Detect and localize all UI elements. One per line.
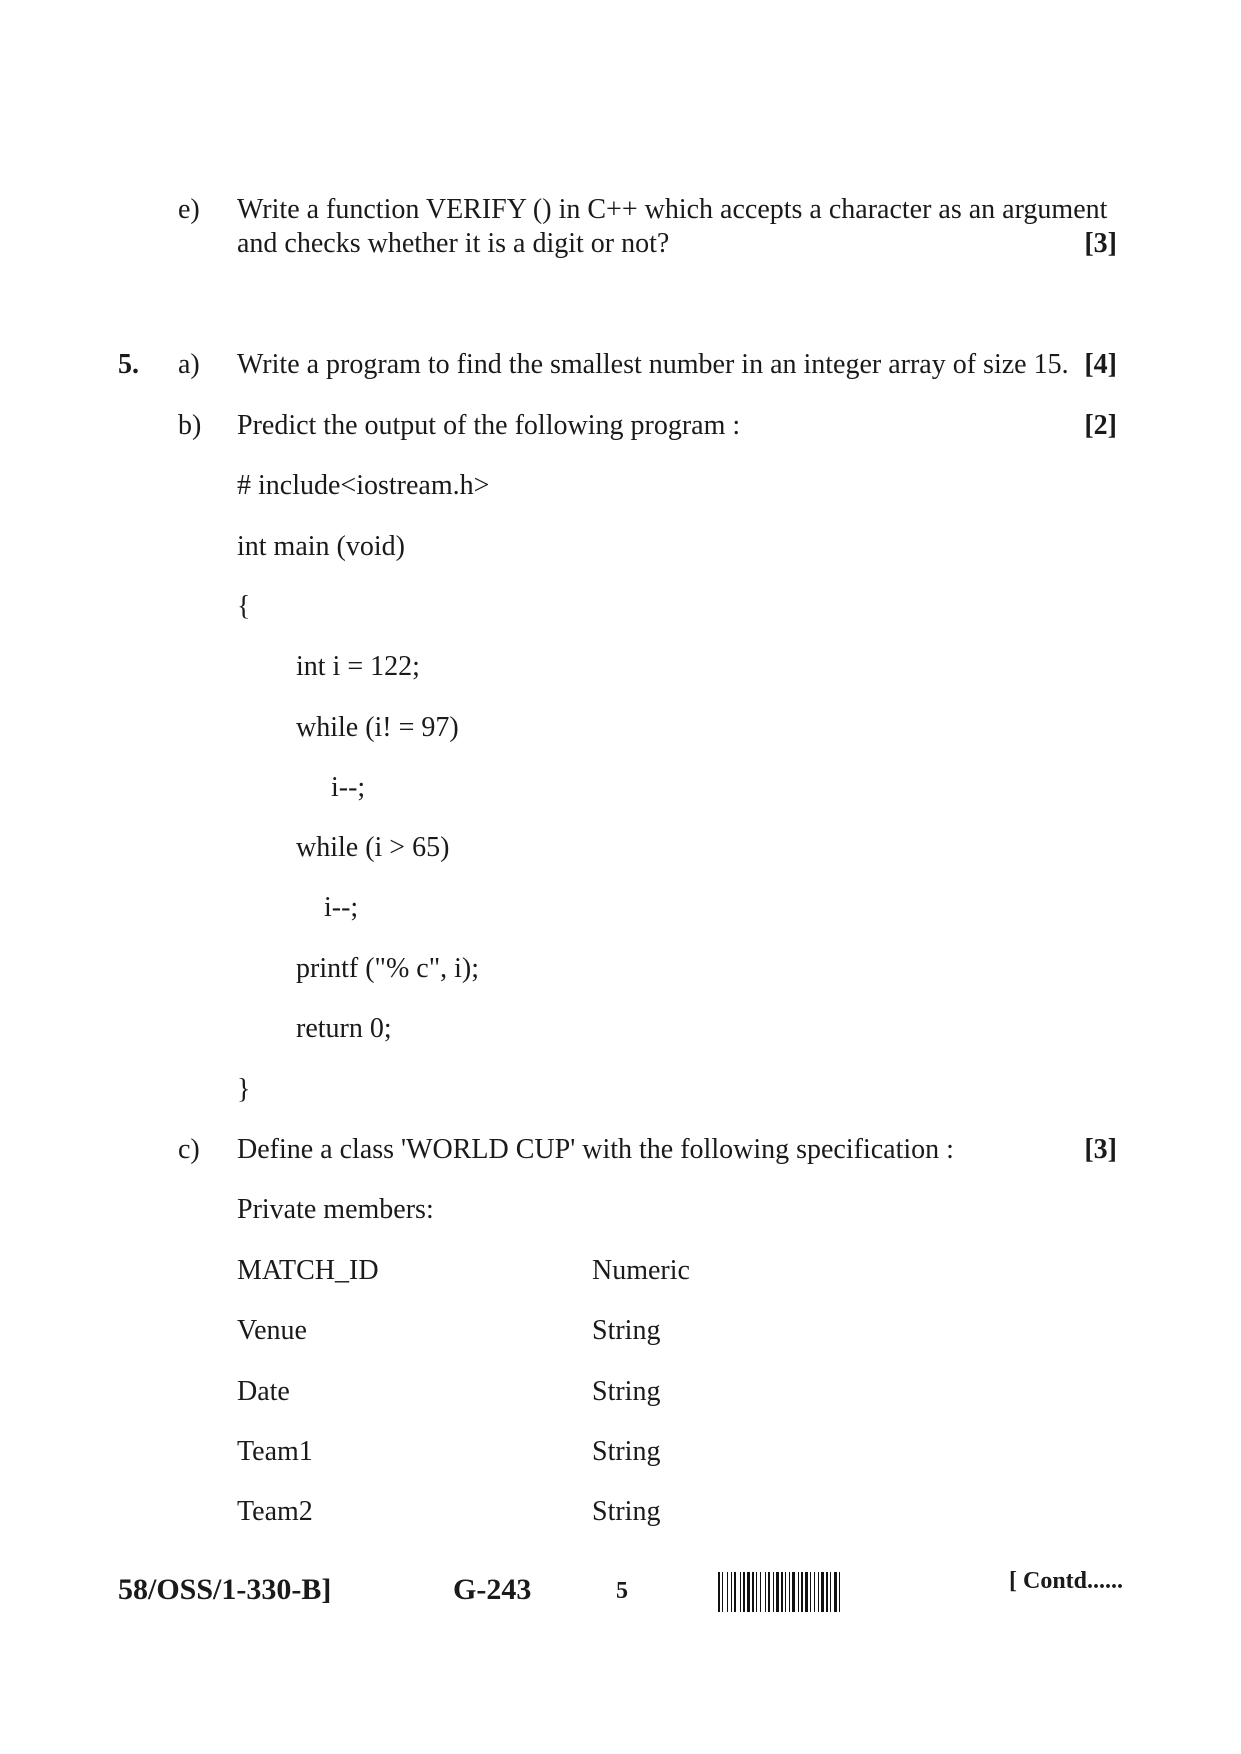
- code-line: i--;: [324, 892, 359, 923]
- question-label: b): [178, 410, 202, 441]
- barcode-bar: [718, 1572, 720, 1612]
- barcode-bar: [818, 1572, 819, 1612]
- barcode-bar: [781, 1572, 783, 1612]
- code-line: int i = 122;: [296, 651, 420, 682]
- barcode-bar: [765, 1572, 766, 1612]
- barcode-bar: [776, 1572, 779, 1612]
- member-name: MATCH_ID: [237, 1255, 379, 1286]
- member-type: String: [592, 1436, 661, 1467]
- member-name: Team2: [237, 1496, 313, 1527]
- barcode-bar: [760, 1572, 761, 1612]
- question-label: a): [178, 349, 200, 380]
- barcode-bar: [821, 1572, 824, 1612]
- barcode-bar: [805, 1572, 808, 1612]
- code-line: {: [237, 591, 251, 622]
- code-line: printf ("% c", i);: [296, 953, 480, 984]
- barcode-bar: [801, 1572, 803, 1612]
- barcode-bar: [743, 1572, 745, 1612]
- barcode-bar: [826, 1572, 828, 1612]
- code-line: int main (void): [237, 531, 405, 562]
- barcode-bar: [752, 1572, 754, 1612]
- private-members-heading: Private members:: [237, 1194, 434, 1225]
- barcode-bar: [792, 1572, 795, 1612]
- series-code: G-243: [453, 1573, 532, 1606]
- barcode-bar: [734, 1572, 736, 1612]
- member-type: String: [592, 1315, 661, 1346]
- question-label: e): [178, 194, 200, 225]
- member-type: Numeric: [592, 1255, 690, 1286]
- member-type: String: [592, 1496, 661, 1527]
- paper-code: 58/OSS/1-330-B]: [118, 1573, 332, 1606]
- question-text: Write a program to find the smallest number in an integer array of size 15.: [237, 349, 1069, 380]
- marks: [4]: [1084, 349, 1117, 380]
- question-label: c): [178, 1134, 200, 1165]
- barcode-bar: [830, 1572, 831, 1612]
- member-name: Venue: [237, 1315, 307, 1346]
- barcode-bar: [731, 1572, 732, 1612]
- barcode-bar: [740, 1572, 741, 1612]
- barcode-bar: [839, 1572, 840, 1612]
- barcode-bar: [747, 1572, 750, 1612]
- barcode-bar: [798, 1572, 799, 1612]
- question-number: 5.: [118, 349, 139, 380]
- page-number: 5: [616, 1578, 628, 1604]
- barcode-bar: [773, 1572, 774, 1612]
- barcode-bar: [814, 1572, 815, 1612]
- code-line: while (i > 65): [296, 832, 450, 863]
- question-text: Define a class 'WORLD CUP' with the following specification :: [237, 1134, 954, 1165]
- contd-label: [ Contd......: [1009, 1568, 1124, 1594]
- barcode: [718, 1572, 986, 1612]
- question-text: Predict the output of the following program :: [237, 410, 741, 441]
- member-name: Team1: [237, 1436, 313, 1467]
- member-name: Date: [237, 1376, 290, 1407]
- barcode-bar: [785, 1572, 786, 1612]
- barcode-bar: [789, 1572, 790, 1612]
- code-line: }: [237, 1074, 251, 1105]
- marks: [2]: [1084, 410, 1117, 441]
- barcode-bar: [768, 1572, 770, 1612]
- question-text-line: and checks whether it is a digit or not?: [237, 228, 670, 259]
- code-line: return 0;: [296, 1013, 392, 1044]
- code-line: i--;: [331, 772, 366, 803]
- barcode-bar: [727, 1572, 728, 1612]
- barcode-bar: [810, 1572, 811, 1612]
- marks: [3]: [1084, 228, 1117, 259]
- barcode-bar: [722, 1572, 723, 1612]
- barcode-bar: [834, 1572, 837, 1612]
- code-line: # include<iostream.h>: [237, 470, 490, 501]
- marks: [3]: [1084, 1134, 1117, 1165]
- question-text-line: Write a function VERIFY () in C++ which accepts a character as an argument: [237, 194, 1108, 225]
- code-line: while (i! = 97): [296, 712, 459, 743]
- barcode-bar: [756, 1572, 757, 1612]
- member-type: String: [592, 1376, 661, 1407]
